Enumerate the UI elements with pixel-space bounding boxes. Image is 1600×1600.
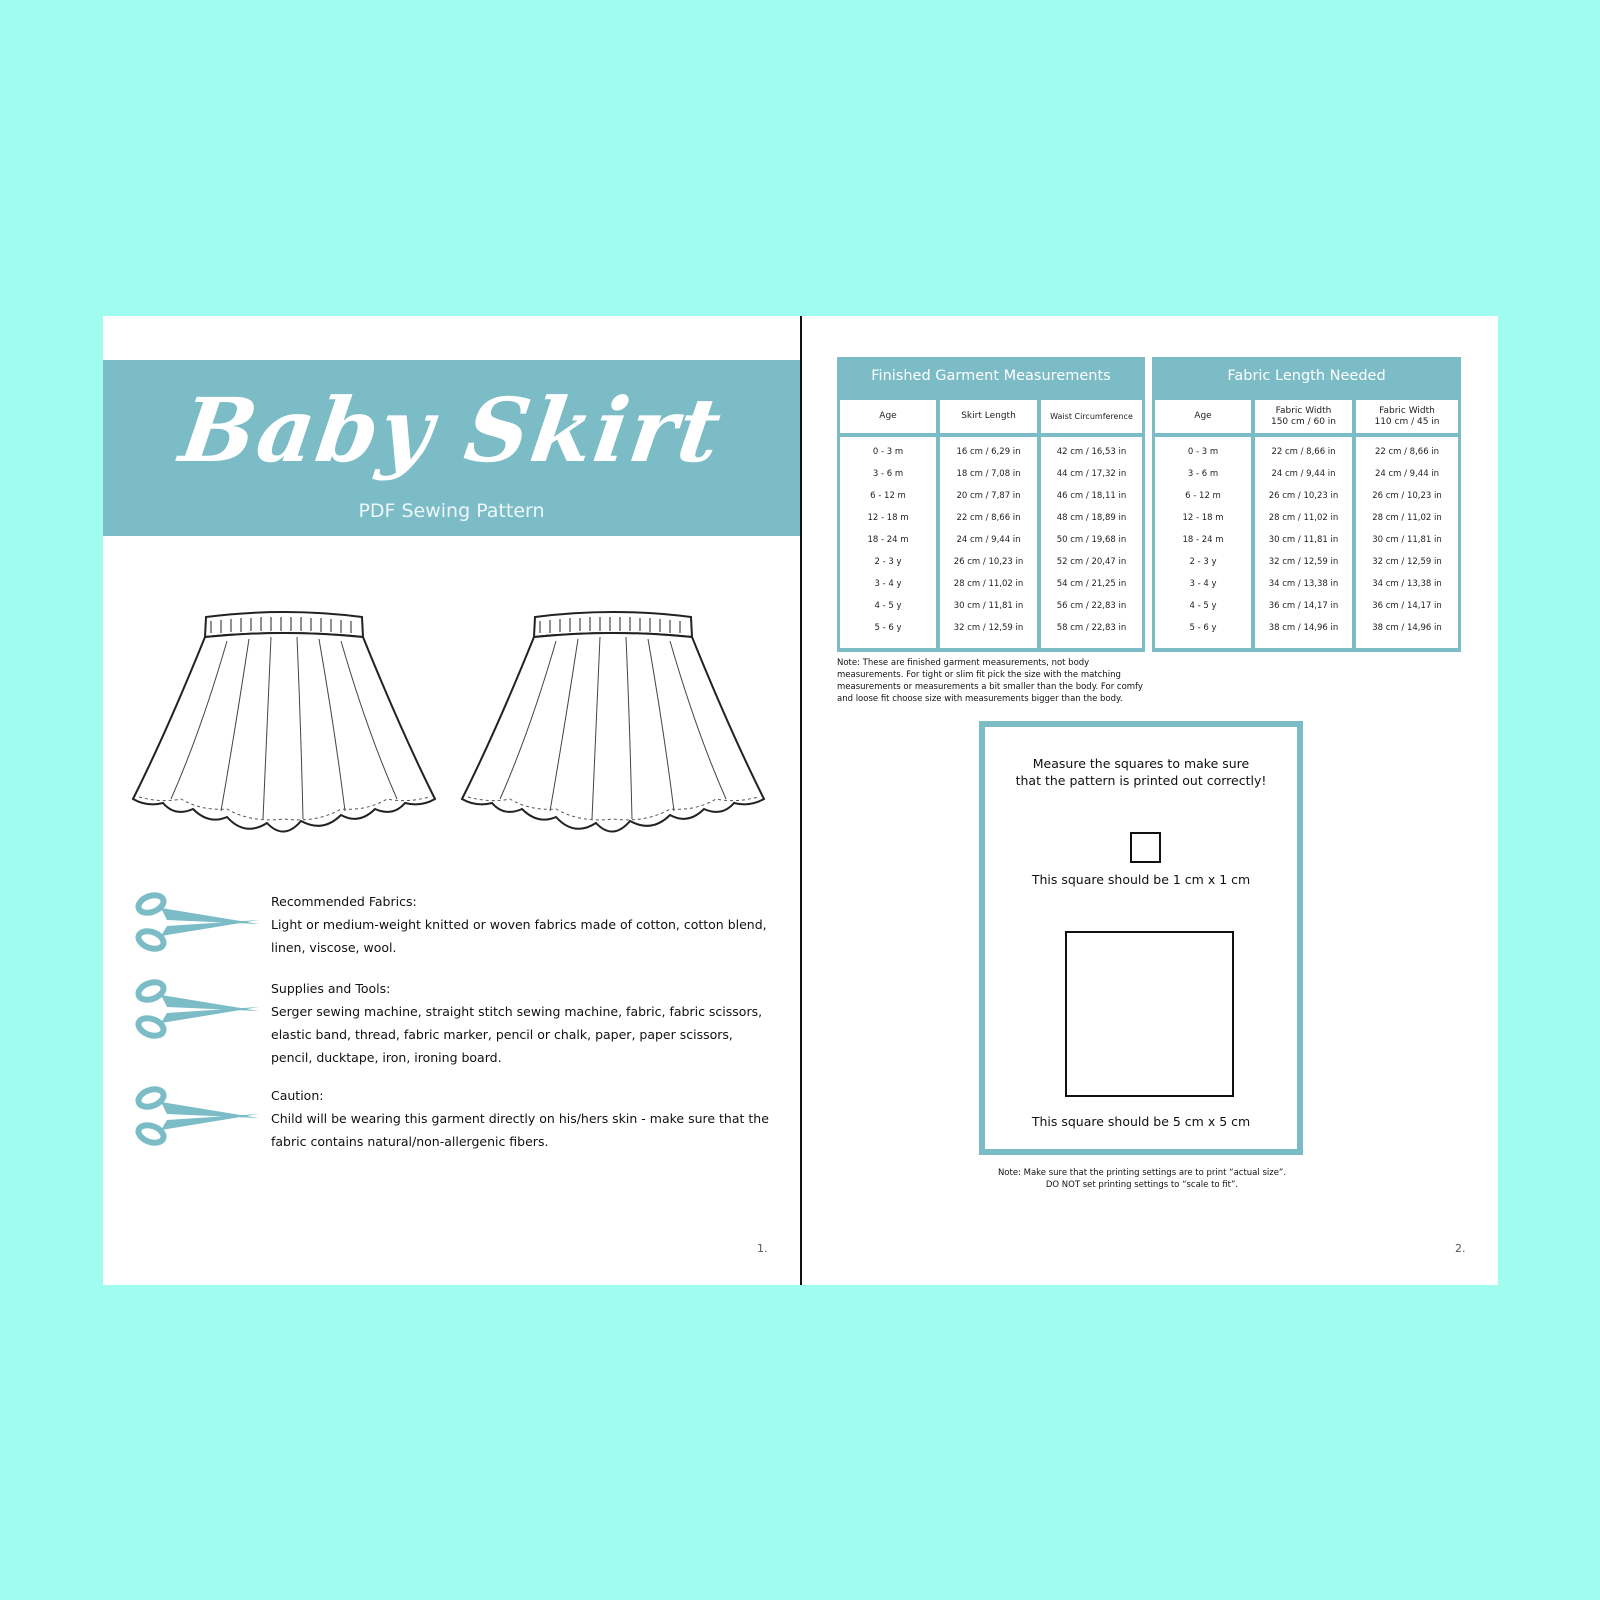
table-cell: 3 - 6 m — [1187, 469, 1219, 479]
column-age — [1155, 400, 1251, 648]
measure-instruction-2: that the pattern is printed out correctly! — [1015, 773, 1267, 788]
page-number: 2. — [1455, 1242, 1466, 1255]
table-cell: 58 cm / 22,83 in — [1056, 623, 1127, 633]
table-cell: 54 cm / 21,25 in — [1056, 579, 1127, 589]
table-cell: 26 cm / 10,23 in — [1372, 491, 1442, 501]
table-cell: 28 cm / 11,02 in — [953, 579, 1024, 589]
column-header: Waist Circumference — [1041, 400, 1142, 437]
table-cell: 2 - 3 y — [1189, 557, 1217, 567]
table-cell: 46 cm / 18,11 in — [1056, 491, 1127, 501]
column-header: Fabric Width 150 cm / 60 in — [1255, 400, 1352, 437]
column-skirt-length — [940, 400, 1037, 648]
table-cell: 0 - 3 m — [1187, 447, 1219, 457]
table-cell: 44 cm / 17,32 in — [1056, 469, 1127, 479]
table-cell: 6 - 12 m — [1185, 491, 1221, 501]
scissors-icon — [131, 890, 263, 954]
scissors-icon — [131, 1084, 263, 1148]
table-cell: 3 - 4 y — [874, 579, 902, 589]
table-cell: 32 cm / 12,59 in — [953, 623, 1024, 633]
section-heading: Supplies and Tools: — [271, 981, 391, 996]
table-cell: 22 cm / 8,66 in — [1271, 447, 1336, 457]
section-heading: Caution: — [271, 1088, 324, 1103]
column-width-110 — [1356, 400, 1458, 648]
garment-measurements-table — [837, 357, 1145, 652]
table-cell: 26 cm / 10,23 in — [1268, 491, 1339, 501]
print-note-line-2: DO NOT set printing settings to “scale to fit”. — [1045, 1180, 1239, 1190]
table-cell: 22 cm / 8,66 in — [1374, 447, 1440, 457]
table-cell: 12 - 18 m — [1182, 513, 1224, 523]
table-cell: 16 cm / 6,29 in — [956, 447, 1021, 457]
table-cell: 38 cm / 14,96 in — [1268, 623, 1339, 633]
table-cell: 18 - 24 m — [867, 535, 909, 545]
page-divider — [800, 316, 802, 1285]
table-title: Finished Garment Measurements — [871, 368, 1111, 384]
page-subtitle: PDF Sewing Pattern — [358, 500, 545, 522]
title-banner — [103, 360, 800, 536]
fabric-length-table — [1152, 357, 1461, 652]
table-cell: 32 cm / 12,59 in — [1372, 557, 1442, 567]
print-note-line-1: Note: Make sure that the printing settings are to print “actual size”. — [997, 1168, 1287, 1178]
column-waist — [1041, 400, 1142, 648]
table-cell: 3 - 6 m — [872, 469, 904, 479]
test-square-5cm — [1065, 931, 1234, 1097]
test-square-box — [979, 721, 1303, 1155]
print-note — [937, 1167, 1347, 1191]
table-cell: 24 cm / 9,44 in — [1374, 469, 1440, 479]
table-cell: 34 cm / 13,38 in — [1372, 579, 1442, 589]
table-cell: 36 cm / 14,17 in — [1268, 601, 1339, 611]
column-width-150 — [1255, 400, 1352, 648]
page-number: 1. — [757, 1242, 768, 1255]
table-cell: 30 cm / 11,81 in — [953, 601, 1024, 611]
table-cell: 3 - 4 y — [1189, 579, 1217, 589]
section-body: Serger sewing machine, straight stitch sewing machine, fabric, fabric scissors, elastic band, thread, fabric marker, pencil or chalk, paper, paper scissors, pencil, ducktape, iron, ironing board. — [271, 1004, 763, 1065]
skirt-illustration-icon — [131, 611, 437, 845]
page-title: Baby Skirt — [174, 378, 729, 482]
table-note: Note: These are finished garment measurements, not body measurements. For tight or slim fit pick the size with the matching measurements or measurements a bit smaller than the body. For comfy and loose fit choose size with measurements bigger than the body. — [837, 658, 1143, 704]
table-cell: 5 - 6 y — [874, 623, 902, 633]
square-5cm-label: This square should be 5 cm x 5 cm — [1031, 1114, 1251, 1129]
table-cell: 36 cm / 14,17 in — [1372, 601, 1442, 611]
scissors-icon — [131, 977, 263, 1041]
section-body: Child will be wearing this garment directly on his/hers skin - make sure that the fabric contains natural/non-allergenic fibers. — [271, 1111, 769, 1149]
column-header: Age — [1155, 400, 1251, 437]
column-header: Age — [840, 400, 936, 437]
table-cell: 4 - 5 y — [874, 601, 902, 611]
table-cell: 32 cm / 12,59 in — [1268, 557, 1339, 567]
table-cell: 12 - 18 m — [867, 513, 909, 523]
table-title: Fabric Length Needed — [1227, 368, 1386, 384]
table-cell: 24 cm / 9,44 in — [1271, 469, 1336, 479]
section-body: Light or medium-weight knitted or woven fabrics made of cotton, cotton blend, linen, viscose, wool. — [271, 917, 767, 955]
square-1cm-label: This square should be 1 cm x 1 cm — [1031, 872, 1251, 887]
table-cell: 0 - 3 m — [872, 447, 904, 457]
table-cell: 6 - 12 m — [870, 491, 906, 501]
table-cell: 30 cm / 11,81 in — [1268, 535, 1339, 545]
table-cell: 5 - 6 y — [1189, 623, 1217, 633]
table-cell: 18 cm / 7,08 in — [956, 469, 1021, 479]
table-cell: 34 cm / 13,38 in — [1268, 579, 1339, 589]
table-cell: 24 cm / 9,44 in — [956, 535, 1021, 545]
column-age — [840, 400, 936, 648]
table-cell: 18 - 24 m — [1182, 535, 1224, 545]
table-cell: 42 cm / 16,53 in — [1056, 447, 1127, 457]
table-cell: 4 - 5 y — [1189, 601, 1217, 611]
table-cell: 20 cm / 7,87 in — [956, 491, 1021, 501]
table-cell: 56 cm / 22,83 in — [1056, 601, 1127, 611]
table-cell: 30 cm / 11,81 in — [1372, 535, 1442, 545]
table-cell: 28 cm / 11,02 in — [1372, 513, 1442, 523]
column-header: Fabric Width 110 cm / 45 in — [1356, 400, 1458, 437]
table-cell: 38 cm / 14,96 in — [1372, 623, 1442, 633]
test-square-1cm — [1130, 832, 1161, 863]
table-cell: 52 cm / 20,47 in — [1056, 557, 1127, 567]
skirt-illustration-back-icon — [460, 611, 766, 845]
column-header: Skirt Length — [940, 400, 1037, 437]
table-cell: 50 cm / 19,68 in — [1056, 535, 1127, 545]
table-cell: 2 - 3 y — [874, 557, 902, 567]
measure-instruction-1: Measure the squares to make sure — [1032, 756, 1250, 771]
pattern-spread — [103, 316, 1498, 1285]
table-cell: 48 cm / 18,89 in — [1056, 513, 1127, 523]
table-cell: 26 cm / 10,23 in — [953, 557, 1024, 567]
table-cell: 22 cm / 8,66 in — [956, 513, 1021, 523]
table-cell: 28 cm / 11,02 in — [1268, 513, 1339, 523]
section-heading: Recommended Fabrics: — [271, 894, 417, 909]
